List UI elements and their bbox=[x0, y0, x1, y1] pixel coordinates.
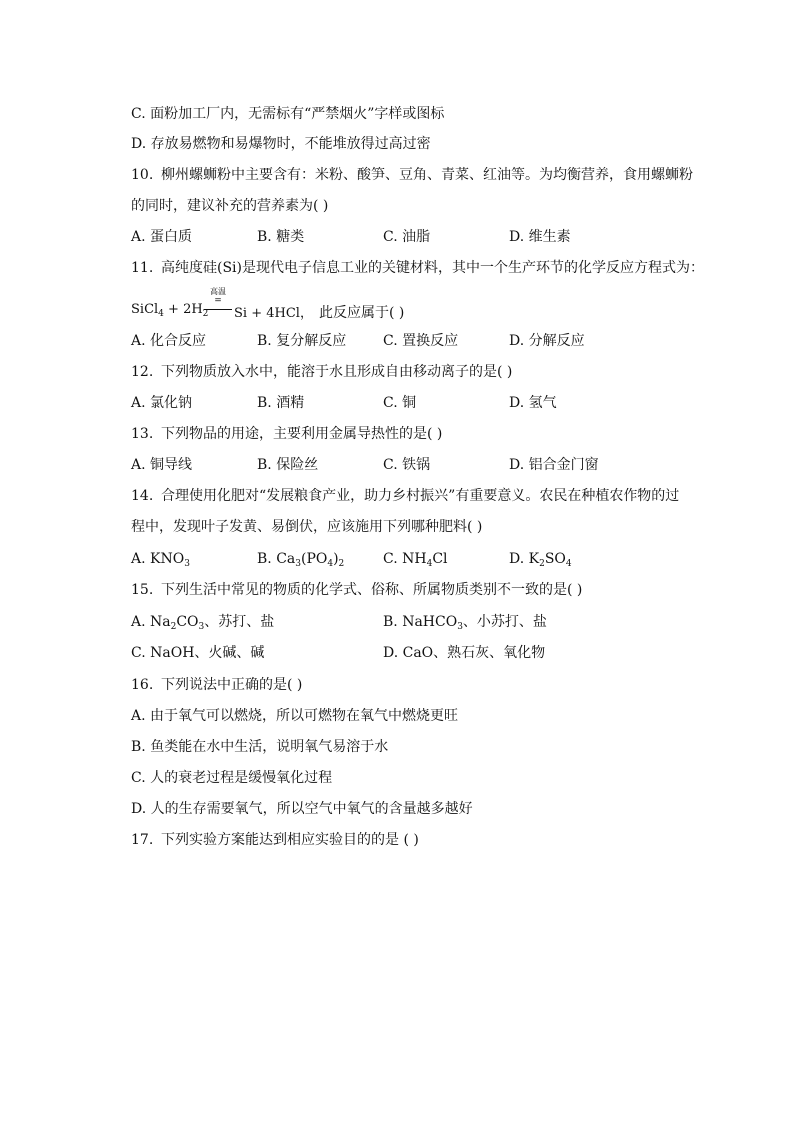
option-d: D. $K_2SO_4$ bbox=[509, 551, 572, 569]
option-d: D. 人的生存需要氧气，所以空气中氧气的含量越多越好 bbox=[131, 801, 473, 817]
question-number: 17. bbox=[131, 832, 154, 848]
question-number: 13. bbox=[131, 426, 154, 442]
option-a: A. 铜导线 bbox=[131, 457, 193, 473]
option-d: D. 氢气 bbox=[509, 395, 557, 411]
option-line: D. 存放易燃物和易爆物时，不能堆放得过高过密 bbox=[131, 136, 431, 152]
question-text: 柳州螺蛳粉中主要含有：米粉、酸笋、豆角、青菜、红油等。为均衡营养，食用螺蛳粉 bbox=[161, 167, 693, 183]
option-d: D. 铝合金门窗 bbox=[509, 457, 599, 473]
option-c: C. 置换反应 bbox=[383, 333, 459, 349]
option-c: C. NaOH、火碱、碱 bbox=[131, 645, 265, 661]
reaction-arrow bbox=[204, 309, 232, 310]
question-text: 下列生活中常见的物质的化学式、俗称、所属物质类别不一致的是( ) bbox=[161, 582, 583, 598]
question-text: 下列说法中正确的是( ) bbox=[161, 677, 303, 693]
option-c: C. 油脂 bbox=[383, 229, 431, 245]
question-12 bbox=[131, 362, 512, 382]
reaction-eq-sign: = bbox=[214, 296, 222, 306]
question-11 bbox=[131, 258, 704, 278]
option-b: B. 复分解反应 bbox=[257, 333, 347, 349]
exam-page: C. 面粉加工厂内，无需标有“严禁烟火”字样或图标 D. 存放易燃物和易爆物时，不能堆放得过高过密 10. 柳州螺蛳粉中主要含有：米粉、酸笋、豆角、青菜、红油等。为均衡营养，食用螺蛳粉 的同时，建议补充的营养素为( ) A. 蛋白质 B. 糖类 C. 油脂 D. 维生素 11. 高纯度硅(Si)是现代电子信息工业的关键材料，其中一个生产环节的化学反应方程式为： SiCl$_4$ + $2H_2$ 高温 = Si + 4HCl， 此反应属于( ) A. 化合反应 B. 复分解反应 C. 置换反应 D. 分解反应 12. 下列物质放入水中，能溶于水且形成自由移动离子的是( ) A. 氯化钠 B. 酒精 C. 铜 D. 氢气 13. 下列物品的用途，主要利用金属导热性的是( ) A. 铜导线 B. 保险丝 C. 铁锅 D. 铝合金门窗 14. 合理使用化肥对“发展粮食产业，助力乡村振兴”有重要意义。农民在种植农作物的过 程中，发现叶子发黄、易倒伏，应该施用下列哪种肥料( ) A. $KNO_3$ B. $Ca_3(PO_4)_2$ C. $NH_4Cl$ D. $K_2SO_4$ 15. 下列生活中常见的物质的化学式、俗称、所属物质类别不一致的是( ) A. $Na_2CO_3$、苏打、盐 B. NaHCO$_3$、小苏打、盐 C. NaOH、火碱、碱 D. CaO、熟石灰、氧化物 16. 下列说法中正确的是( ) A. 由于氧气可以燃烧，所以可燃物在氧气中燃烧更旺 B. 鱼类能在水中生活，说明氧气易溶于水 C. 人的衰老过程是缓慢氧化过程 D. 人的生存需要氧气，所以空气中氧气的含量越多越好 17. 下列实验方案能达到相应实验目的的是 ( ) bbox=[131, 106, 704, 848]
question-14 bbox=[131, 486, 679, 506]
option-b: B. NaHCO$_3$、小苏打、盐 bbox=[383, 614, 547, 632]
option-a: A. $Na_2CO_3$、苏打、盐 bbox=[131, 614, 275, 632]
question-text-cont: 的同时，建议补充的营养素为( ) bbox=[131, 198, 329, 214]
question-15 bbox=[131, 580, 582, 600]
question-text-cont: 此反应属于( ) bbox=[319, 305, 405, 321]
question-number: 10. bbox=[131, 167, 154, 183]
question-number: 11. bbox=[131, 260, 154, 276]
option-c: C. 铜 bbox=[383, 395, 417, 411]
question-number: 16. bbox=[131, 677, 154, 693]
question-13 bbox=[131, 424, 442, 444]
option-d: D. 维生素 bbox=[509, 229, 571, 245]
option-b: B. 酒精 bbox=[257, 395, 305, 411]
question-10 bbox=[131, 165, 693, 185]
question-text: 下列物质放入水中，能溶于水且形成自由移动离子的是( ) bbox=[161, 364, 513, 380]
option-a: A. 由于氧气可以燃烧，所以可燃物在氧气中燃烧更旺 bbox=[131, 708, 459, 724]
option-line: C. 面粉加工厂内，无需标有“严禁烟火”字样或图标 bbox=[131, 106, 445, 122]
question-text: 高纯度硅(Si)是现代电子信息工业的关键材料，其中一个生产环节的化学反应方程式为： bbox=[161, 260, 704, 276]
option-d: D. CaO、熟石灰、氧化物 bbox=[383, 645, 546, 661]
question-text: 合理使用化肥对“发展粮食产业，助力乡村振兴”有重要意义。农民在种植农作物的过 bbox=[161, 488, 680, 504]
question-text: 下列实验方案能达到相应实验目的的是 ( ) bbox=[161, 832, 419, 848]
question-text: 下列物品的用途，主要利用金属导热性的是( ) bbox=[161, 426, 443, 442]
question-text-cont: 程中，发现叶子发黄、易倒伏，应该施用下列哪种肥料( ) bbox=[131, 519, 483, 535]
reaction-condition: 高温 bbox=[210, 287, 226, 296]
question-16 bbox=[131, 675, 302, 695]
question-17 bbox=[131, 830, 419, 850]
question-number: 15. bbox=[131, 582, 154, 598]
option-c: C. $NH_4Cl$ bbox=[383, 551, 448, 569]
option-c: C. 人的衰老过程是缓慢氧化过程 bbox=[131, 770, 333, 786]
question-number: 14. bbox=[131, 488, 154, 504]
option-c: C. 铁锅 bbox=[383, 457, 431, 473]
option-b: B. 糖类 bbox=[257, 229, 305, 245]
option-b: B. 保险丝 bbox=[257, 457, 319, 473]
option-a: A. 氯化钠 bbox=[131, 395, 193, 411]
option-a: A. $KNO_3$ bbox=[131, 551, 190, 569]
option-b: B. $Ca_3(PO_4)_2$ bbox=[257, 551, 345, 569]
question-number: 12. bbox=[131, 364, 154, 380]
option-d: D. 分解反应 bbox=[509, 333, 585, 349]
option-a: A. 蛋白质 bbox=[131, 229, 193, 245]
option-a: A. 化合反应 bbox=[131, 333, 207, 349]
option-b: B. 鱼类能在水中生活，说明氧气易溶于水 bbox=[131, 739, 389, 755]
